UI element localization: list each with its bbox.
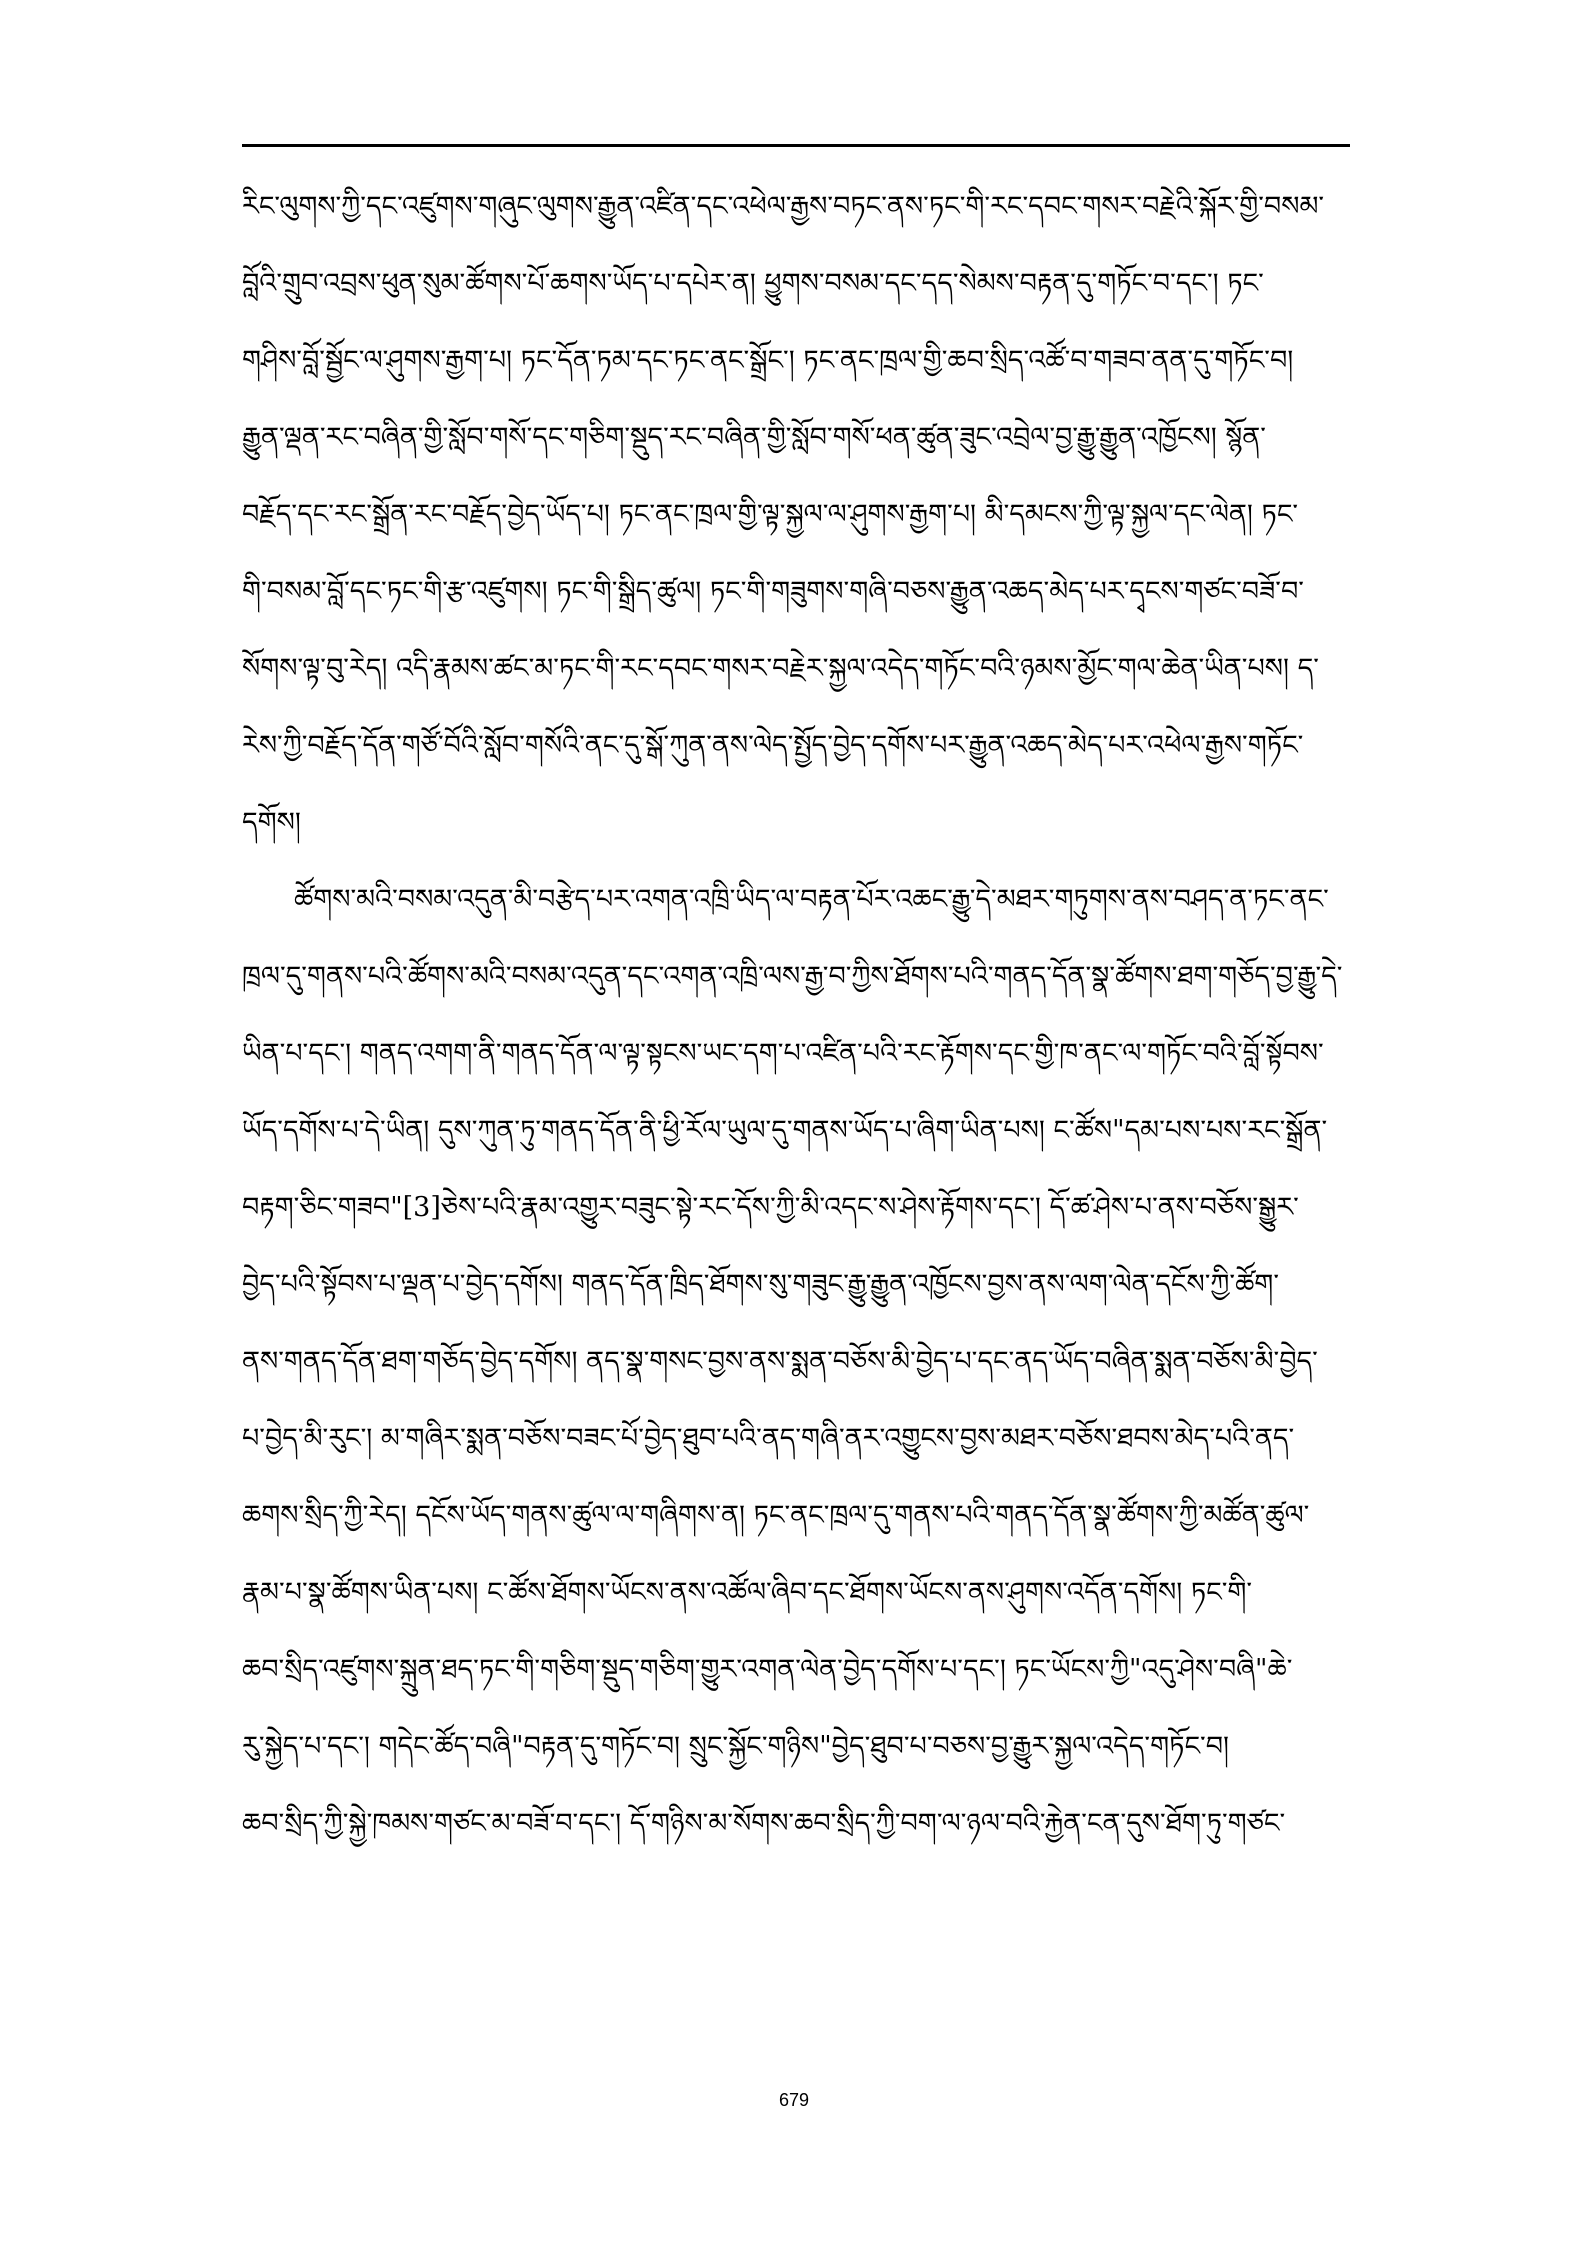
text-line: རྒྱུན་ལྡན་རང་བཞིན་གྱི་སློབ་གསོ་དང་གཅིག་སྡུད་རང་བཞིན་གྱི་སློབ་གསོ་ཕན་ཚུན་ཟུང་འབྲེལ་བྱ་རྒྱུ་རྒྱུན་འཁྱོངས། སྙོན་	[242, 422, 1266, 453]
text-line: བརྟག་ཅིང་གཟབ"[3]ཅེས་པའི་རྣམ་འགྱུར་བཟུང་སྟེ་རང་དོས་ཀྱི་མི་འདང་ས་ཤེས་རྟོགས་དང་། དོ་ཚ་ཤེས་པ་ནས་བཅོས་སྒྱུར་	[242, 1192, 1299, 1223]
text-line: དགོས།	[242, 807, 301, 838]
text-line: ནས་གནད་དོན་ཐག་གཅོད་བྱེད་དགོས། ནད་སྣ་གསང་བྱས་ནས་སྨན་བཅོས་མི་བྱེད་པ་དང་ནད་ཡོད་བཞིན་སྨན་བཅོས་མི་བྱེད་	[242, 1346, 1318, 1377]
text-line: རེས་ཀྱི་བརྗོད་དོན་གཙོ་བོའི་སློབ་གསོའི་ནང་དུ་སྒོ་ཀུན་ནས་ལེད་སྤྱོད་བྱེད་དགོས་པར་རྒྱུན་འཆད་མེད་པར་འཕེལ་རྒྱས་གཏོང་	[242, 730, 1304, 761]
body-text	[242, 168, 1350, 1862]
text-line: ཆགས་སྲིད་ཀྱི་རེད། དངོས་ཡོད་གནས་ཚུལ་ལ་གཞིགས་ན། ཏང་ནང་ཁྲལ་དུ་གནས་པའི་གནད་དོན་སྣ་ཚོགས་ཀྱི་མཚོན་ཚུལ་	[242, 1500, 1310, 1531]
text-line: གཤིས་བློ་སྦྱོང་ལ་ཤུགས་རྒྱག་པ། ཏང་དོན་ཏམ་དང་ཏང་ནང་སྒྲོང་། ཏང་ནང་ཁྲལ་གྱི་ཆབ་སྲིད་འཚོ་བ་གཟབ་ནན་དུ་གཏོང་བ།	[242, 345, 1294, 376]
page-number: 679	[778, 2090, 810, 2110]
text-line: ཆབ་སྲིད་ཀྱི་སྐྱེ་ཁམས་གཙང་མ་བཟོ་བ་དང་། དོ་གཉིས་མ་སོགས་ཆབ་སྲིད་ཀྱི་བག་ལ་ཉལ་བའི་རྐྱེན་ངན་དུས་ཐོག་ཏུ་གཙང་	[242, 1808, 1286, 1839]
header-rule	[242, 144, 1350, 147]
text-line: ཁྲལ་དུ་གནས་པའི་ཚོགས་མའི་བསམ་འདུན་དང་འགན་འཁྲི་ལས་རྒྱ་བ་ཀྱིས་ཐོགས་པའི་གནད་དོན་སྣ་ཚོགས་ཐག་གཅོད་བྱ་རྒྱུ་དེ་	[242, 961, 1343, 992]
text-line: རྣམ་པ་སྣ་ཚོགས་ཡིན་པས། ང་ཚོས་ཐོགས་ཡོངས་ནས་འཚོལ་ཞིབ་དང་ཐོགས་ཡོངས་ནས་ཤུགས་འདོན་དགོས། ཏང་གི་	[242, 1577, 1253, 1608]
text-line: ཡིན་པ་དང་། གནད་འགག་ནི་གནད་དོན་ལ་ལྟ་སྟངས་ཡང་དག་པ་འཛིན་པའི་རང་རྟོགས་དང་གྱི་ཁ་ནང་ལ་གཏོང་བའི་བློ་སྟོབས་	[242, 1038, 1324, 1069]
paragraph-start-line: ཚོགས་མའི་བསམ་འདུན་མི་བརྩེད་པར་འགན་འཁྲི་ཡིད་ལ་བརྟན་པོར་འཆང་རྒྱུ་དེ་མཐར་གཏུགས་ནས་བཤད་ན་ཏང་ནང་	[294, 884, 1329, 915]
text-line: རུ་སྐྱེད་པ་དང་། གདེང་ཚོད་བཞི"བརྟན་དུ་གཏོང་བ། སྲུང་སྐྱོང་གཉིས"བྱེད་ཐུབ་པ་བཅས་བྱ་རྒྱུར་སྐྱལ་འདེད་གཏོང་བ།	[242, 1731, 1230, 1762]
text-line: ཆབ་སྲིད་འཛུགས་སྐྲུན་ཐད་ཏང་གི་གཅིག་སྡུད་གཅིག་གྱུར་འགན་ལེན་བྱེད་དགོས་པ་དང་། ཏང་ཡོངས་ཀྱི"འདུ་ཤེས་བཞི"ཆེ་	[242, 1654, 1293, 1685]
text-line: ཡོད་དགོས་པ་དེ་ཡིན། དུས་ཀུན་ཏུ་གནད་དོན་ནི་ཕྱི་རོལ་ཡུལ་དུ་གནས་ཡོད་པ་ཞིག་ཡིན་པས། ང་ཚོས"དམ་པས་པས་རང་སྒྲོན་	[242, 1115, 1328, 1146]
text-line: བརྗོད་དང་རང་སྒྲོན་རང་བརྗོད་བྱེད་ཡོད་པ། ཏང་ནང་ཁྲལ་གྱི་ལྟ་སྐྱལ་ལ་ཤུགས་རྒྱག་པ། མི་དམངས་ཀྱི་ལྟ་སྐྱལ་དང་ལེན། ཏང་	[242, 499, 1299, 530]
text-line: སོགས་ལྟ་བུ་རེད། འདི་རྣམས་ཚང་མ་ཏང་གི་རང་དབང་གསར་བརྗེར་སྐྱལ་འདེད་གཏོང་བའི་ཉམས་མྱོང་གལ་ཆེན་ཡིན་པས། ད་	[242, 653, 1319, 684]
text-line: བྱེད་པའི་སྟོབས་པ་ལྡན་པ་བྱེད་དགོས། གནད་དོན་ཁྲིད་ཐོགས་སུ་གཟུང་རྒྱུ་རྒྱུན་འཁྱོངས་བྱས་ནས་ལག་ལེན་དངོས་ཀྱི་ཚོག་	[242, 1269, 1279, 1300]
text-line: བློའི་གྲུབ་འབྲས་ཕུན་སུམ་ཚོགས་པོ་ཆགས་ཡོད་པ་དཔེར་ན། ཕྱུགས་བསམ་དང་དད་སེམས་བརྟན་དུ་གཏོང་བ་དང་། ཏང་	[242, 268, 1264, 299]
text-line: རིང་ལུགས་ཀྱི་དང་འཛུགས་གཞུང་ལུགས་རྒྱུན་འཛིན་དང་འཕེལ་རྒྱས་བཏང་ནས་ཏང་གི་རང་དབང་གསར་བརྗེའི་སྐོར་གྱི་བསམ་	[242, 191, 1325, 222]
text-line: གི་བསམ་བློ་དང་ཏང་གི་རྩ་འཛུགས། ཏང་གི་སྒྲིད་ཚུལ། ཏང་གི་གཟུགས་གཞི་བཅས་རྒྱུན་འཆད་མེད་པར་དྭངས་གཙང་བཟོ་བ་	[242, 576, 1304, 607]
text-line: པ་བྱེད་མི་རུང་། མ་གཞིར་སྨན་བཅོས་བཟང་པོ་བྱེད་ཐུབ་པའི་ནད་གཞི་ནར་འགྱུངས་བྱས་མཐར་བཅོས་ཐབས་མེད་པའི་ནད་	[242, 1423, 1295, 1454]
